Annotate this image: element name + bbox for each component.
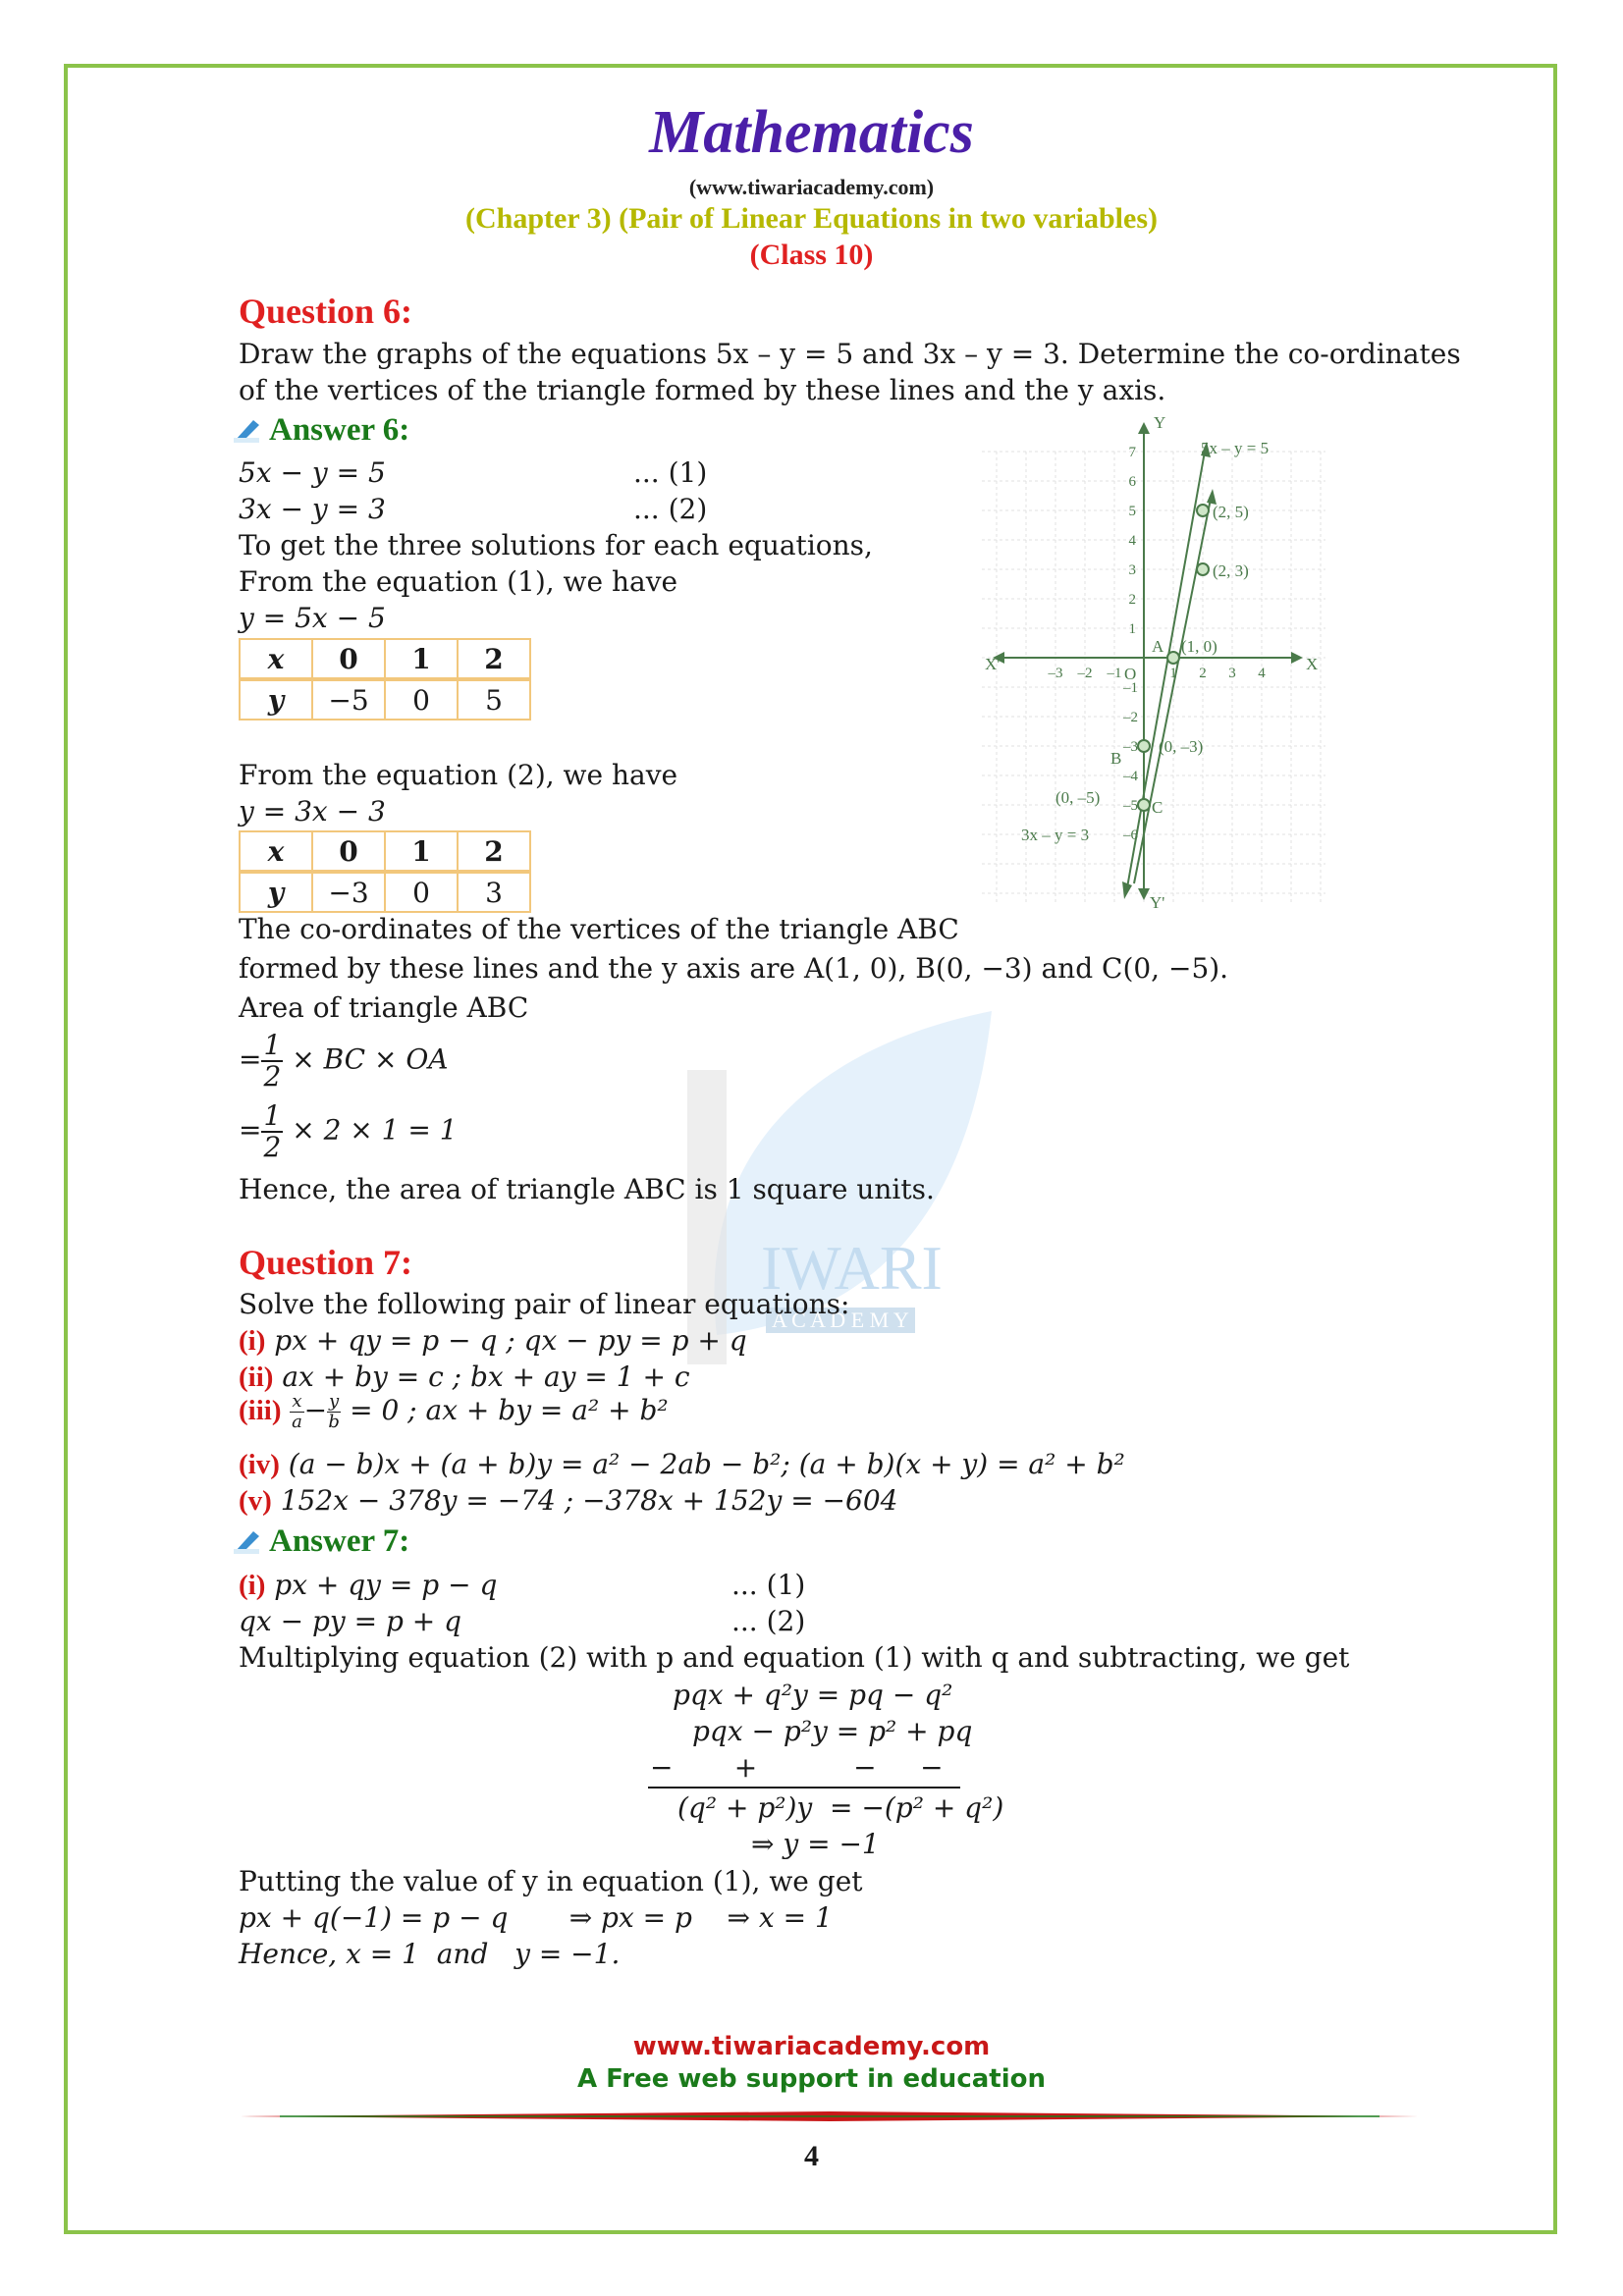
substitution: px + q(−1) = p − q ⇒ px = p ⇒ x = 1 <box>239 1901 833 1934</box>
label-point-0-m5: (0, –5) <box>1055 788 1101 807</box>
svg-text:–1: –1 <box>1123 680 1138 696</box>
point-B <box>1138 740 1150 752</box>
text-line: Multiplying equation (2) with p and equation (1) with q and subtracting, we get <box>239 1641 1350 1674</box>
question-6-heading: Question 6: <box>239 292 413 331</box>
watermark-subtext: A C A D E M Y <box>766 1308 915 1333</box>
point-2-3 <box>1197 563 1209 575</box>
step-1: pqx + q²y = pq − q² <box>673 1679 953 1711</box>
graph <box>977 412 1340 923</box>
values-table-1: x 0 1 2 y −5 0 5 <box>239 638 531 721</box>
question-7-heading: Question 7: <box>239 1243 413 1282</box>
svg-text:–1: –1 <box>1107 666 1122 681</box>
answer-eq-2: qx − py = p + q <box>239 1605 462 1637</box>
text-line: Hence, the area of triangle ABC is 1 square units. <box>239 1173 935 1205</box>
svg-text:–5: –5 <box>1123 798 1138 814</box>
equation-tag: ... (2) <box>633 493 708 525</box>
equation-2: 3x − y = 3 <box>239 493 386 525</box>
label-y-axis: Y <box>1154 413 1166 432</box>
text-line: Putting the value of y in equation (1), we get <box>239 1865 863 1897</box>
label-point-A: A <box>1152 637 1164 656</box>
label-line-1: 5x – y = 5 <box>1201 439 1270 457</box>
label-origin: O <box>1124 665 1137 683</box>
svg-text:2: 2 <box>1199 666 1207 681</box>
equation-tag: ... (2) <box>731 1605 806 1637</box>
label-point-C: C <box>1152 798 1163 817</box>
area-step-1: = $\frac{1}{2}$ × BC × OA <box>239 1029 449 1093</box>
line-3x-y-3 <box>1134 499 1211 883</box>
label-point-B: B <box>1110 749 1122 768</box>
equation-y1: y = 5x − 5 <box>239 602 386 634</box>
svg-text:2: 2 <box>1128 592 1136 608</box>
label-point-1-0: (1, 0) <box>1181 637 1217 656</box>
part-v: (v) 152x − 378y = −74 ; −378x + 152y = −604 <box>239 1484 898 1517</box>
text-line: From the equation (2), we have <box>239 759 678 791</box>
pen-icon <box>234 1527 263 1555</box>
svg-text:–3: –3 <box>1048 666 1063 681</box>
equation-y2: y = 3x − 3 <box>239 795 386 828</box>
step-3: (q² + p²)y = −(p² + q²) <box>677 1791 1004 1824</box>
part-i: (i) px + qy = p − q ; qx − py = p + q <box>239 1324 747 1357</box>
step-2: pqx − p²y = p² + pq <box>692 1715 973 1747</box>
equation-tag: ... (1) <box>633 456 708 489</box>
page-number: 4 <box>804 2140 819 2172</box>
chapter-title: (Chapter 3) (Pair of Linear Equations in two variables) <box>464 202 1158 235</box>
point-C <box>1138 799 1150 811</box>
svg-text:7: 7 <box>1128 445 1136 460</box>
svg-text:–2: –2 <box>1123 710 1138 725</box>
site-url[interactable]: (www.tiwariacademy.com) <box>688 175 935 199</box>
part-ii: (ii) ax + by = c ; bx + ay = 1 + c <box>239 1361 690 1393</box>
answer-7-heading: Answer 7: <box>234 1523 409 1560</box>
svg-text:1: 1 <box>1169 666 1177 681</box>
watermark-text: IWARI <box>761 1233 943 1303</box>
label-point-2-3: (2, 3) <box>1213 561 1249 580</box>
label-x-axis: X <box>1306 655 1319 673</box>
text-line: Area of triangle ABC <box>239 991 529 1024</box>
text-line: formed by these lines and the y axis are A(1, 0), B(0, −3) and C(0, −5). <box>239 952 1229 985</box>
part-iv: (iv) (a − b)x + (a + b)y = a² − 2ab − b²; (a + b)(x + y) = a² + b² <box>239 1448 1125 1480</box>
text-line: From the equation (1), we have <box>239 565 678 598</box>
class-label: (Class 10) <box>749 239 874 271</box>
step-signs: − + − − <box>650 1751 944 1784</box>
label-point-0-m3: (0, –3) <box>1159 737 1204 756</box>
text-line: The co-ordinates of the vertices of the triangle ABC <box>239 913 959 945</box>
point-2-5 <box>1197 505 1209 516</box>
pen-icon <box>234 416 263 444</box>
point-A <box>1167 652 1179 664</box>
label-y-axis-neg: Y' <box>1150 893 1165 912</box>
question-6-text: Draw the graphs of the equations 5x – y = 5 and 3x – y = 3. Determine the co-ordinates <box>239 338 1461 370</box>
svg-text:4: 4 <box>1258 666 1266 681</box>
question-7-text: Solve the following pair of linear equations: <box>239 1288 850 1320</box>
step-4: ⇒ y = −1 <box>751 1828 880 1860</box>
text-line: To get the three solutions for each equations, <box>239 529 873 561</box>
svg-text:–2: –2 <box>1077 666 1093 681</box>
footer-divider <box>241 2110 1419 2122</box>
svg-text:1: 1 <box>1128 621 1136 637</box>
svg-text:3: 3 <box>1128 562 1136 578</box>
part-iii: (iii) $\frac{x}{a}$ − $\frac{y}{b}$ = 0 ; ax + by = a² + b² <box>239 1391 669 1432</box>
svg-text:3: 3 <box>1228 666 1236 681</box>
svg-text:5: 5 <box>1128 504 1136 519</box>
footer-tagline: A Free web support in education <box>576 2064 1046 2094</box>
question-6-text: of the vertices of the triangle formed by these lines and the y axis. <box>239 374 1166 406</box>
values-table-2: x 0 1 2 y −3 0 3 <box>239 830 531 913</box>
svg-text:6: 6 <box>1128 474 1136 490</box>
answer-eq-1: (i) px + qy = p − q <box>239 1569 498 1601</box>
area-step-2: = $\frac{1}{2}$ × 2 × 1 = 1 <box>239 1099 458 1163</box>
svg-text:4: 4 <box>1128 533 1136 549</box>
page-title: Mathematics <box>649 99 974 166</box>
line-5x-y-5 <box>1126 452 1205 893</box>
final-answer: Hence, x = 1 and y = −1. <box>239 1938 621 1970</box>
svg-text:–3: –3 <box>1123 739 1138 755</box>
footer-site-link[interactable]: www.tiwariacademy.com <box>632 2032 991 2061</box>
label-point-2-5: (2, 5) <box>1213 503 1249 521</box>
svg-text:–4: –4 <box>1123 769 1138 784</box>
equation-tag: ... (1) <box>731 1569 806 1601</box>
answer-6-heading: Answer 6: <box>234 412 409 449</box>
svg-text:–6: –6 <box>1123 828 1138 843</box>
divider <box>648 1787 960 1789</box>
label-x-axis-neg: X' <box>985 655 1001 673</box>
label-line-2: 3x – y = 3 <box>1021 826 1090 844</box>
equation-1: 5x − y = 5 <box>239 456 386 489</box>
